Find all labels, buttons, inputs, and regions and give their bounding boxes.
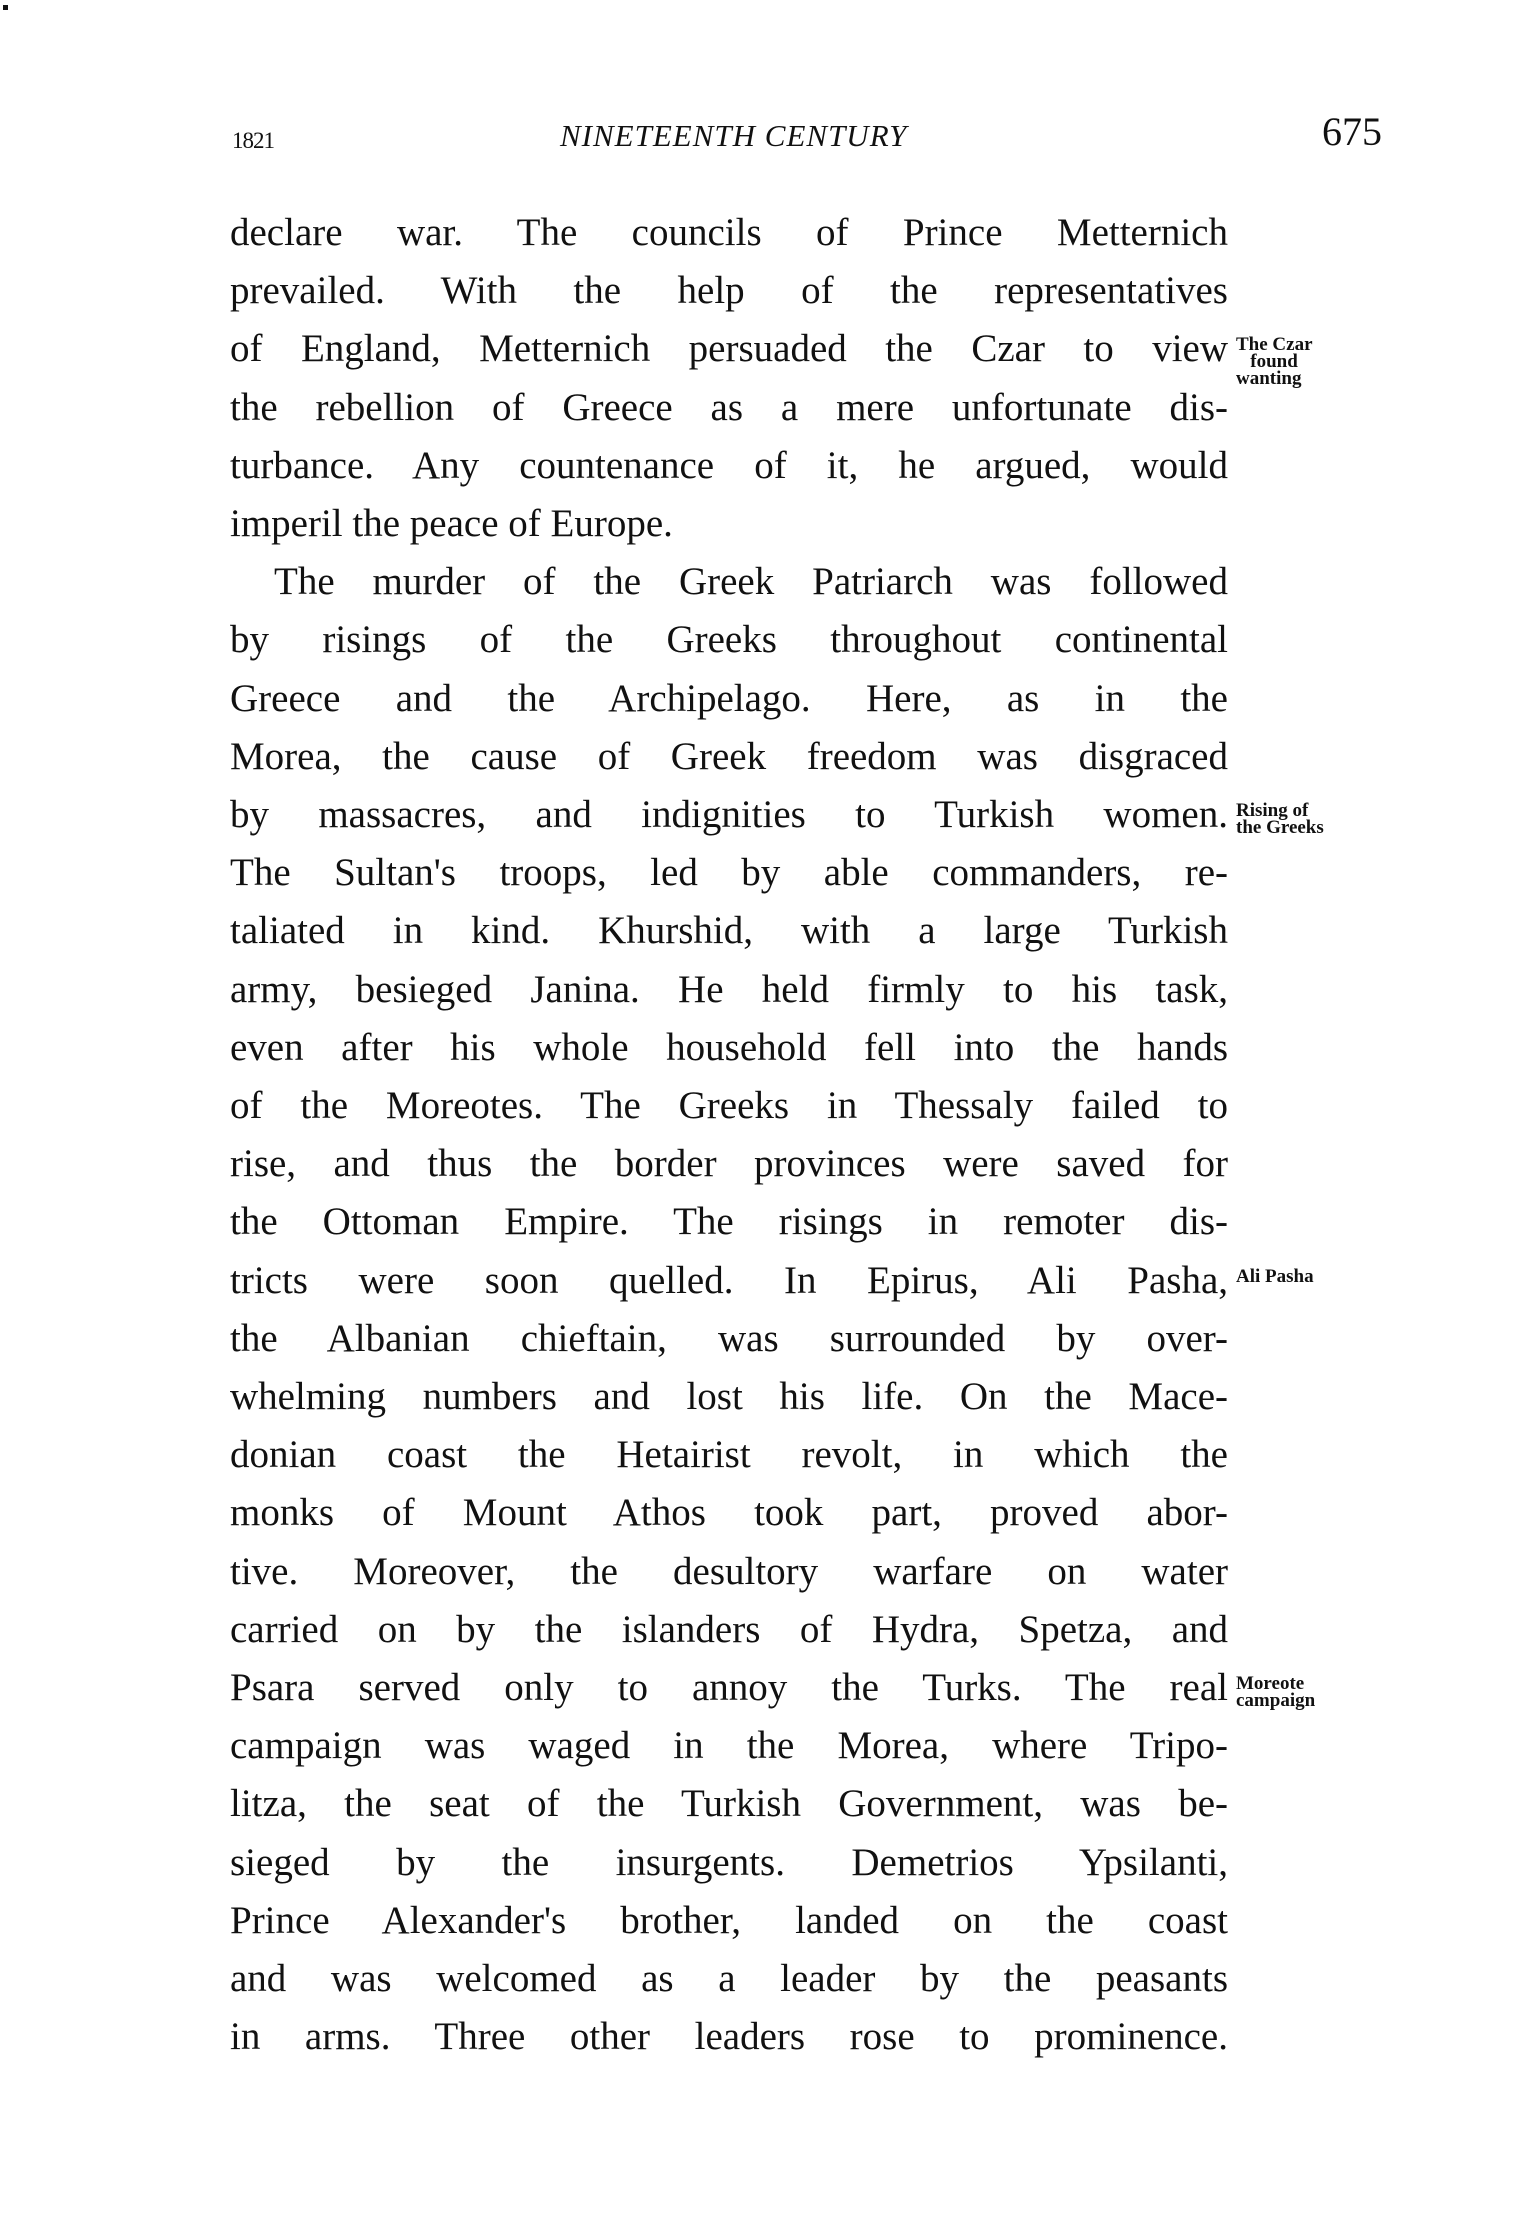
text-line: donian coast the Hetairist revolt, in which the	[230, 1433, 1228, 1477]
text-line: sieged by the insurgents. Demetrios Ypsilanti,	[230, 1840, 1228, 1884]
text-line: of the Moreotes. The Greeks in Thessaly failed to	[230, 1084, 1228, 1127]
text-line: the Ottoman Empire. The risings in remoter dis-	[230, 1200, 1228, 1244]
text-line: campaign was waged in the Morea, where Tripo-	[230, 1724, 1228, 1768]
text-line: tive. Moreover, the desultory warfare on water	[230, 1549, 1228, 1593]
margin-note: Moreote campaign	[1236, 1673, 1316, 1711]
text-line: and was welcomed as a leader by the peasants	[230, 1957, 1228, 2000]
text-line: litza, the seat of the Turkish Government, was be-	[230, 1782, 1228, 1826]
text-line: in arms. Three other leaders rose to prominence.	[230, 2015, 1228, 2059]
text-line: by massacres, and indignities to Turkish women.	[230, 793, 1228, 836]
text-line: tricts were soon quelled. In Epirus, Ali Pasha,	[230, 1258, 1228, 1302]
text-line: prevailed. With the help of the representatives	[230, 269, 1228, 313]
text-line: by risings of the Greeks throughout continental	[230, 618, 1228, 662]
text-line: declare war. The councils of Prince Metternich	[230, 211, 1228, 254]
text-line: The murder of the Greek Patriarch was followed	[274, 560, 1228, 604]
text-line: carried on by the islanders of Hydra, Spetza, and	[230, 1607, 1228, 1651]
text-line: The Sultan's troops, led by able commanders, re-	[230, 851, 1228, 895]
text-line: of England, Metternich persuaded the Czar to view	[230, 327, 1228, 371]
running-title: NINETEENTH CENTURY	[560, 118, 908, 153]
text-line: even after his whole household fell into the hands	[230, 1025, 1228, 1069]
text-line: Greece and the Archipelago. Here, as in the	[230, 676, 1228, 720]
text-line: whelming numbers and lost his life. On the Mace-	[230, 1375, 1228, 1418]
text-line: the rebellion of Greece as a mere unfortunate dis-	[230, 385, 1228, 429]
text-line: monks of Mount Athos took part, proved abor-	[230, 1491, 1228, 1535]
text-line: rise, and thus the border provinces were saved for	[230, 1142, 1228, 1186]
text-line: the Albanian chieftain, was surrounded by over-	[230, 1316, 1228, 1360]
header-year: 1821	[232, 128, 274, 153]
margin-note: The Czar found wanting	[1236, 334, 1313, 390]
text-line: Morea, the cause of Greek freedom was disgraced	[230, 734, 1228, 778]
text-line: imperil the peace of Europe.	[230, 502, 673, 545]
text-line: turbance. Any countenance of it, he argued, would	[230, 443, 1228, 487]
text-line: taliated in kind. Khurshid, with a large Turkish	[230, 909, 1228, 953]
scan-speck	[3, 5, 8, 10]
text-line: Prince Alexander's brother, landed on the coast	[230, 1898, 1228, 1942]
margin-note: Rising of the Greeks	[1236, 800, 1324, 838]
text-line: army, besieged Janina. He held firmly to his task,	[230, 967, 1228, 1011]
margin-note: Ali Pasha	[1236, 1265, 1314, 1287]
page-number: 675	[1322, 109, 1382, 154]
text-line: Psara served only to annoy the Turks. The real	[230, 1666, 1228, 1709]
